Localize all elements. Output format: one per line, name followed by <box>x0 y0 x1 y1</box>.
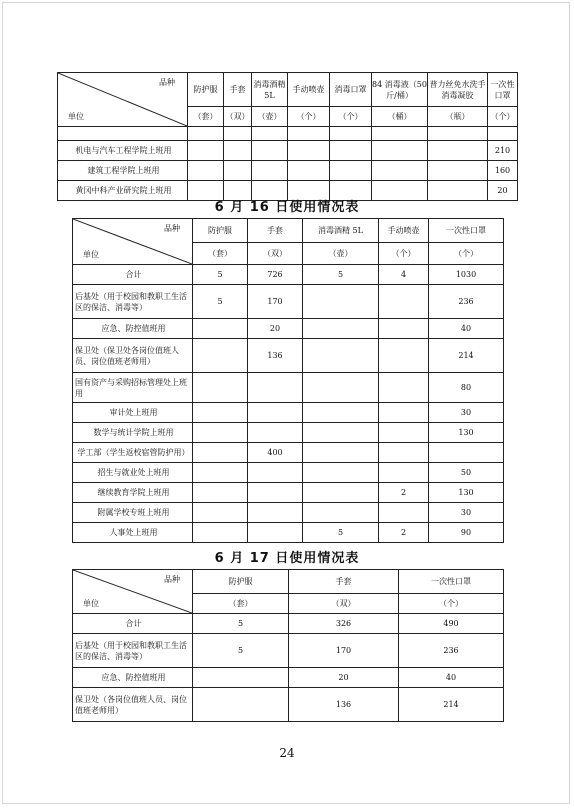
cell-value <box>248 423 303 443</box>
diagonal-header-cell <box>73 570 193 614</box>
row-unit-name: 应急、防控值班用 <box>73 668 193 688</box>
cell-value <box>303 373 379 403</box>
cell-value <box>303 403 379 423</box>
column-header: 一次性口罩 <box>399 570 504 594</box>
table-row <box>58 141 518 161</box>
table-cell <box>330 127 372 141</box>
cell-value <box>303 339 379 373</box>
header-danwei: 单位 <box>83 599 99 608</box>
supplies-table-continued <box>57 72 518 201</box>
row-unit-name: 审计处上班用 <box>73 403 193 423</box>
cell-value <box>188 141 224 161</box>
cell-value <box>330 161 372 181</box>
cell-value <box>379 443 429 463</box>
column-unit: （个） <box>330 107 372 127</box>
cell-value <box>193 483 248 503</box>
cell-value: 80 <box>429 373 504 403</box>
table-cell <box>224 127 252 141</box>
page-number: 24 <box>279 746 295 760</box>
cell-value <box>330 141 372 161</box>
column-header: 防护服 <box>193 570 289 594</box>
row-unit-name: 数学与统计学院上班用 <box>73 423 193 443</box>
row-unit-name: 国有资产与采购招标管理处上班用 <box>73 373 193 403</box>
cell-value: 136 <box>289 688 399 722</box>
row-unit-name: 黄冈中科产业研究院上班用 <box>58 181 188 201</box>
row-unit-name: 后基处（用于校园和教职工生活区的保洁、消毒等） <box>73 285 193 319</box>
cell-value <box>248 373 303 403</box>
cell-value <box>429 443 504 463</box>
cell-value: 5 <box>303 523 379 543</box>
cell-value <box>248 503 303 523</box>
cell-value <box>379 319 429 339</box>
usage-table-june-16 <box>72 218 504 543</box>
cell-value: 130 <box>429 483 504 503</box>
cell-value <box>303 319 379 339</box>
cell-value <box>193 463 248 483</box>
table-row <box>73 668 504 688</box>
cell-value <box>193 373 248 403</box>
cell-value: 2 <box>379 523 429 543</box>
row-unit-name: 学工部（学生返校宿管防护用） <box>73 443 193 463</box>
cell-value <box>303 483 379 503</box>
cell-value <box>193 423 248 443</box>
row-unit-name: 后基处（用于校园和教职工生活区的保洁、消毒等） <box>73 634 193 668</box>
cell-value <box>224 141 252 161</box>
cell-value <box>248 523 303 543</box>
cell-value: 20 <box>488 181 518 201</box>
cell-value <box>303 443 379 463</box>
cell-value: 136 <box>248 339 303 373</box>
cell-value: 214 <box>399 688 504 722</box>
cell-value <box>303 423 379 443</box>
cell-value <box>303 503 379 523</box>
cell-value: 326 <box>289 614 399 634</box>
column-header: 消毒酒精 5L <box>252 73 288 107</box>
table-row <box>73 423 504 443</box>
table-row <box>73 483 504 503</box>
cell-value: 90 <box>429 523 504 543</box>
column-unit: （套） <box>188 107 224 127</box>
column-header: 手动喷壶 <box>288 73 330 107</box>
cell-value: 726 <box>248 265 303 285</box>
cell-value <box>193 443 248 463</box>
column-unit: （壶） <box>252 107 288 127</box>
table-cell <box>252 127 288 141</box>
cell-value <box>379 463 429 483</box>
column-header: 84 消毒液（50 斤/桶） <box>372 73 428 107</box>
column-header: 手套 <box>289 570 399 594</box>
column-header: 手套 <box>224 73 252 107</box>
cell-value: 20 <box>289 668 399 688</box>
column-unit: （个） <box>429 243 504 265</box>
row-unit-name: 保卫处（保卫处各岗位值班人员、岗位值班老师用） <box>73 339 193 373</box>
cell-value <box>379 339 429 373</box>
table-row <box>58 161 518 181</box>
cell-value <box>379 373 429 403</box>
table-row <box>73 523 504 543</box>
cell-value <box>428 141 488 161</box>
cell-value <box>188 161 224 181</box>
cell-value <box>224 161 252 181</box>
cell-value <box>193 503 248 523</box>
column-header: 普力丝免水洗手消毒凝胶 <box>428 73 488 107</box>
cell-value <box>288 141 330 161</box>
cell-value: 5 <box>193 285 248 319</box>
column-unit: （瓶） <box>428 107 488 127</box>
column-header: 手动喷壶 <box>379 219 429 243</box>
table-row <box>73 688 504 722</box>
cell-value: 30 <box>429 403 504 423</box>
table-row <box>73 403 504 423</box>
table-row <box>73 503 504 523</box>
cell-value: 5 <box>193 265 248 285</box>
table-title-june-17: 6 月 17 日使用情况表 <box>214 551 360 566</box>
cell-value <box>193 668 289 688</box>
table-row <box>73 339 504 373</box>
cell-value: 130 <box>429 423 504 443</box>
row-unit-name: 保卫处（各岗位值班人员、岗位值班老师用） <box>73 688 193 722</box>
cell-value <box>379 285 429 319</box>
column-unit: （套） <box>193 594 289 614</box>
cell-value: 236 <box>399 634 504 668</box>
cell-value <box>193 688 289 722</box>
column-header: 手套 <box>248 219 303 243</box>
table-row <box>73 319 504 339</box>
cell-value <box>248 463 303 483</box>
cell-value: 5 <box>193 634 289 668</box>
cell-value: 490 <box>399 614 504 634</box>
column-header: 防护服 <box>193 219 248 243</box>
cell-value <box>372 161 428 181</box>
cell-value <box>303 463 379 483</box>
header-danwei: 单位 <box>83 250 99 259</box>
column-unit: （个） <box>488 107 518 127</box>
column-header: 消毒酒精 5L <box>303 219 379 243</box>
cell-value: 4 <box>379 265 429 285</box>
cell-value: 5 <box>303 265 379 285</box>
row-unit-name: 应急、防控值班用 <box>73 319 193 339</box>
cell-value <box>193 403 248 423</box>
header-pinzhong: 品种 <box>164 575 180 584</box>
cell-value <box>379 403 429 423</box>
row-unit-name: 合计 <box>73 614 193 634</box>
row-unit-name: 机电与汽车工程学院上班用 <box>58 141 188 161</box>
cell-value: 1030 <box>429 265 504 285</box>
cell-value <box>303 285 379 319</box>
table-row <box>73 463 504 483</box>
table-cell <box>188 127 224 141</box>
cell-value <box>379 503 429 523</box>
table-cell <box>372 127 428 141</box>
table-title-june-16: 6 月 16 日使用情况表 <box>214 200 360 215</box>
cell-value <box>193 339 248 373</box>
cell-value <box>372 141 428 161</box>
row-unit-name: 招生与就业处上班用 <box>73 463 193 483</box>
table-cell <box>488 127 518 141</box>
column-header: 消毒口罩 <box>330 73 372 107</box>
header-pinzhong: 品种 <box>164 224 180 233</box>
cell-value: 236 <box>429 285 504 319</box>
cell-value: 214 <box>429 339 504 373</box>
column-unit: （个） <box>379 243 429 265</box>
cell-value: 160 <box>488 161 518 181</box>
diagonal-header-cell <box>58 73 188 127</box>
diagonal-header-cell <box>73 219 193 265</box>
cell-value: 170 <box>248 285 303 319</box>
cell-value: 5 <box>193 614 289 634</box>
column-unit: （桶） <box>372 107 428 127</box>
cell-value <box>379 423 429 443</box>
cell-value: 2 <box>379 483 429 503</box>
cell-value <box>252 161 288 181</box>
table-cell <box>428 127 488 141</box>
table-row <box>73 443 504 463</box>
cell-value: 20 <box>248 319 303 339</box>
column-unit: （壶） <box>303 243 379 265</box>
table-row <box>73 285 504 319</box>
column-header: 防护服 <box>188 73 224 107</box>
table-row <box>73 634 504 668</box>
column-unit: （个） <box>399 594 504 614</box>
row-unit-name: 继续教育学院上班用 <box>73 483 193 503</box>
cell-value: 400 <box>248 443 303 463</box>
usage-table-june-17 <box>72 569 504 722</box>
cell-value <box>288 161 330 181</box>
cell-value <box>248 483 303 503</box>
header-danwei: 单位 <box>68 112 84 121</box>
cell-value: 50 <box>429 463 504 483</box>
column-unit: （个） <box>288 107 330 127</box>
column-header: 一次性口罩 <box>488 73 518 107</box>
column-unit: （双） <box>224 107 252 127</box>
row-unit-name: 附属学校专班上班用 <box>73 503 193 523</box>
cell-value <box>193 523 248 543</box>
row-unit-name: 人事处上班用 <box>73 523 193 543</box>
cell-value: 40 <box>429 319 504 339</box>
cell-value: 170 <box>289 634 399 668</box>
row-unit-name: 合计 <box>73 265 193 285</box>
column-unit: （双） <box>248 243 303 265</box>
cell-value: 30 <box>429 503 504 523</box>
table-row <box>73 265 504 285</box>
cell-value: 40 <box>399 668 504 688</box>
row-unit-name: 建筑工程学院上班用 <box>58 161 188 181</box>
header-pinzhong: 品种 <box>159 78 175 87</box>
column-header: 一次性口罩 <box>429 219 504 243</box>
cell-value <box>428 161 488 181</box>
cell-value <box>193 319 248 339</box>
table-row <box>73 373 504 403</box>
column-unit: （双） <box>289 594 399 614</box>
table-cell <box>288 127 330 141</box>
cell-value <box>248 403 303 423</box>
cell-value: 210 <box>488 141 518 161</box>
table-row <box>73 614 504 634</box>
cell-value <box>252 141 288 161</box>
column-unit: （套） <box>193 243 248 265</box>
table-cell <box>58 127 188 141</box>
